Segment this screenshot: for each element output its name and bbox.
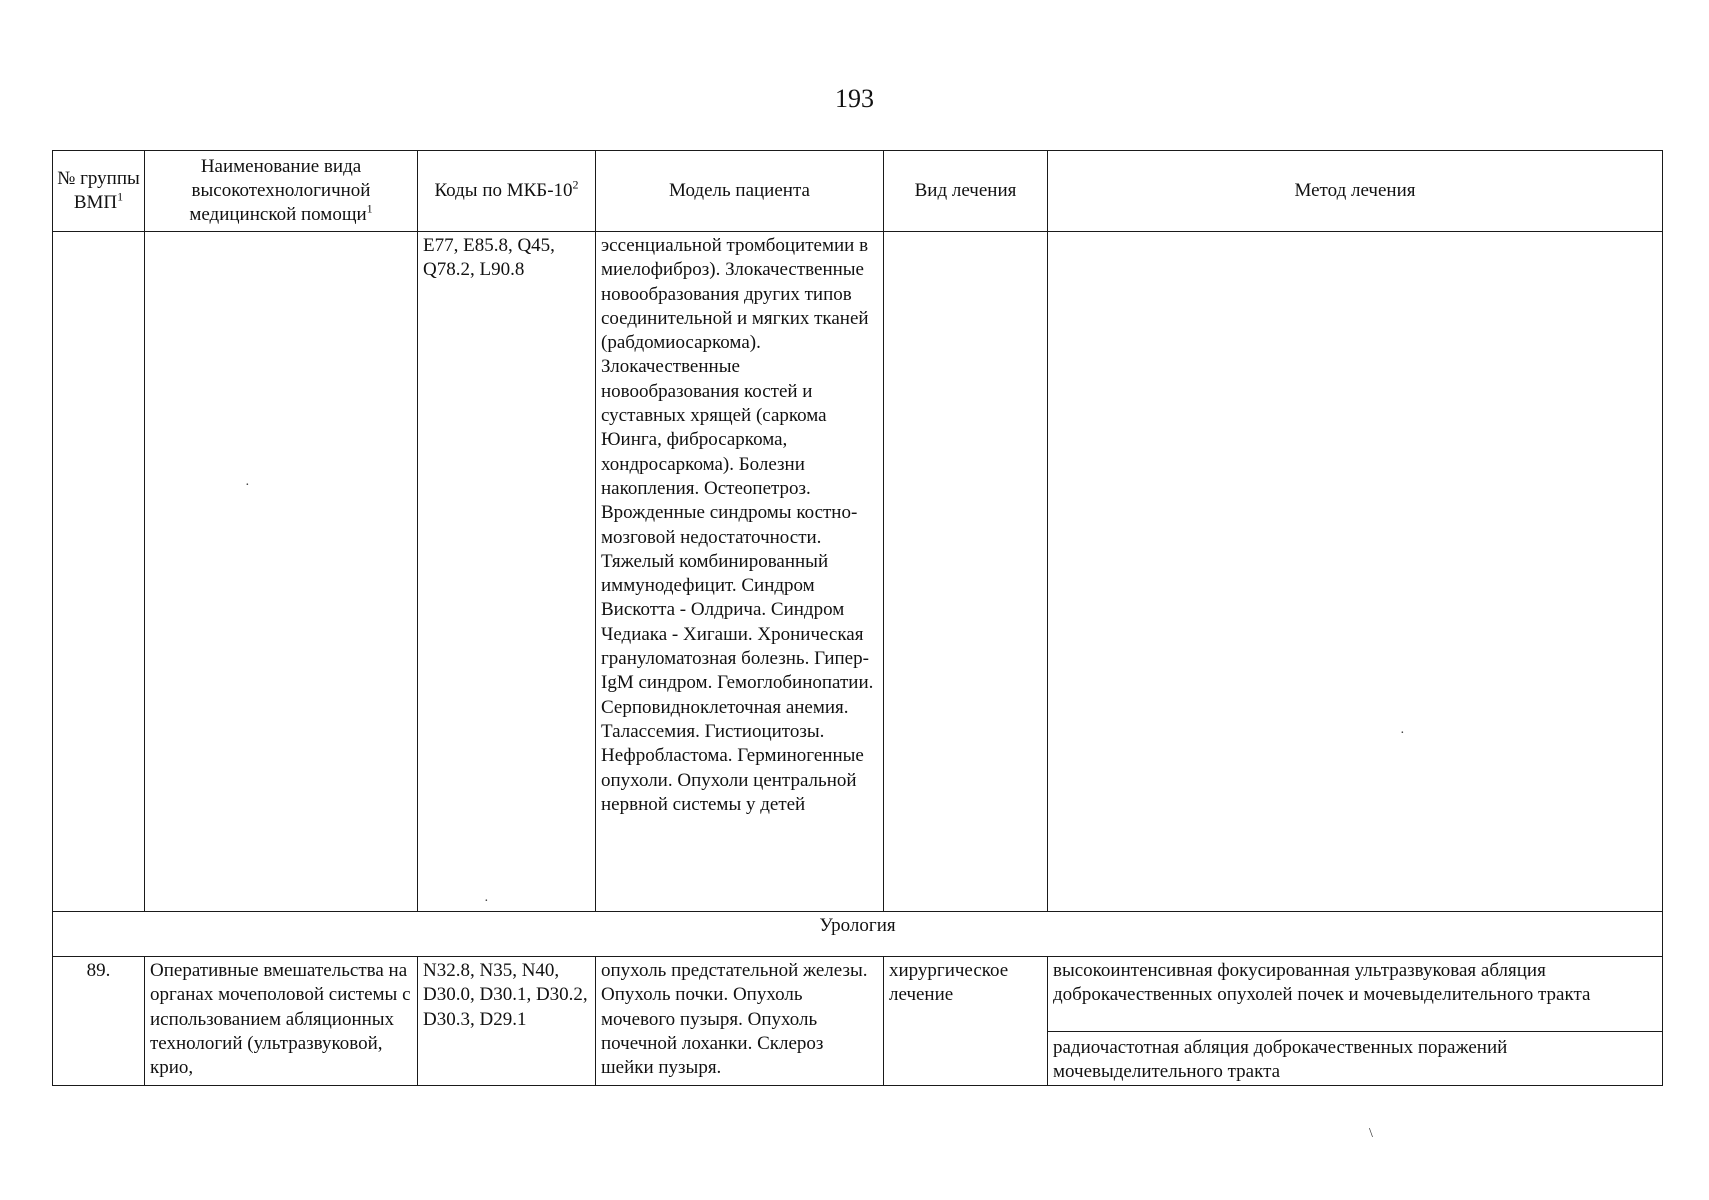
header-patient-model: Модель пациента [596,151,884,232]
cell-empty-treatment [884,232,1048,912]
method-item: радиочастотная абляция доброкачественных поражений мочевыделительного тракта [1053,1037,1508,1083]
header-care-name: Наименование вида высокотехнологичной медицинской помощи$^1$ [145,151,418,232]
scan-speck: · [245,478,250,493]
cell-codes: E77, E85.8, Q45, Q78.2, L90.8 [418,232,596,912]
header-icd-codes: Коды по МКБ-$10^2$ [418,151,596,232]
row-care-name: Оперативные вмешательства на органах мочеполовой системы с использованием абляционных технологий (ультразвуковой, крио, [145,957,418,1086]
continuation-row [53,232,1663,912]
header-treatment-type: Вид лечения [884,151,1048,232]
cell-empty-name [145,232,418,912]
scan-speck: · [1400,726,1405,741]
row-treatment-type: хирургическое лечение [884,957,1048,1086]
header-group-number: № группы ВМП$^1$ [53,151,145,232]
section-title: Урология [53,912,1663,957]
section-row [53,912,1663,957]
row-number: 89. [53,957,145,1086]
table-header-row [53,151,1663,232]
row-patient-model: опухоль предстательной железы. Опухоль почки. Опухоль мочевого пузыря. Опухоль почечной лоханки. Склероз шейки пузыря. [596,957,884,1086]
row-methods [1048,957,1663,1086]
scan-speck: \ [1369,1126,1373,1141]
cell-empty-method [1048,232,1663,912]
header-treatment-method: Метод лечения [1048,151,1663,232]
scan-speck: · [484,894,489,909]
cell-patient-model: эссенциальной тромбоцитемии в миелофиброз). Злокачественные новообразования других типов соединительной и мягких тканей (рабдомиосаркома). Злокачественные новообразования костей и суставных хрящей (саркома Юинга, фибросаркома, хондросаркома). Болезни накопления. Остеопетроз. Врожденные синдромы костно-мозговой недостаточности. Тяжелый комбинированный иммунодефицит. Синдром Вискотта - Олдрича. Синдром Чедиака - Хигаши. Хроническая грануломатозная болезнь. Гипер-IgM синдром. Гемоглобинопатии. Серповидноклеточная анемия. Талассемия. Гистиоцитозы. Нефробластома. Герминогенные опухоли. Опухоли центральной нервной системы у детей [596,232,884,912]
method-item: высокоинтенсивная фокусированная ультразвуковая абляция доброкачественных опухолей почек и мочевыделительного тракта [1048,959,1662,1032]
medical-care-table [52,150,1663,1086]
page-number: 193 [835,84,874,113]
cell-empty-number [53,232,145,912]
row-codes: N32.8, N35, N40, D30.0, D30.1, D30.2, D30.3, D29.1 [418,957,596,1086]
table-row [53,957,1663,1086]
